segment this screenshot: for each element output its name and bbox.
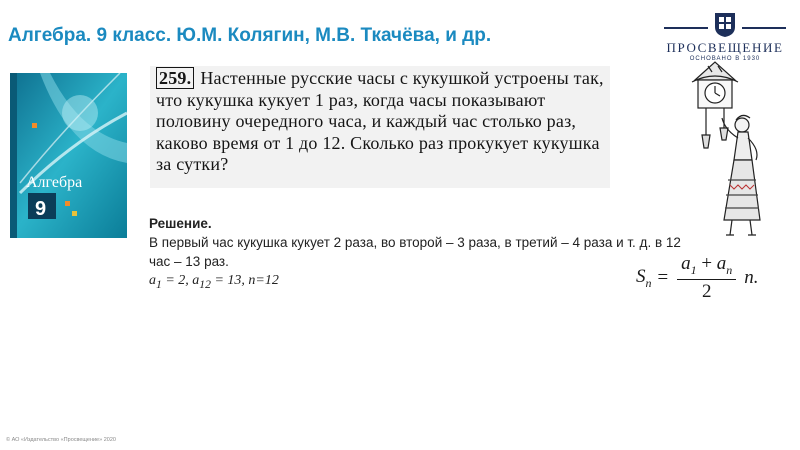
cover-title: Алгебра <box>26 174 83 191</box>
solution-text: В первый час кукушка кукует 2 раза, во второй – 3 раза, в третий – 4 раза и т. д. в 12 час – 13 раз. <box>149 235 681 269</box>
cuckoo-clock-illustration <box>680 60 780 240</box>
solution-terms: $a_1 = 2$, $a_{12} = 13$, n=12 <box>149 273 279 291</box>
shield-icon <box>714 12 736 38</box>
page-title: Алгебра. 9 класс. Ю.М. Колягин, М.В. Ткачёва, и др. <box>8 25 492 46</box>
problem-text: Настенные русские часы с кукушкой устроены так, что кукушка кукует 1 раз, когда часы показывают половину очередного часа, и каждый час столько раз, каково время от 1 до 12. Сколько раз прокукует кукушка за сутки? <box>156 68 604 174</box>
sum-formula: $S_n$ = $\frac{a_1 + a_n}{2}$ n . <box>636 253 759 302</box>
problem-statement <box>150 66 610 188</box>
publisher-logo <box>660 10 790 60</box>
formula-fraction <box>677 253 736 303</box>
publisher-name: ПРОСВЕЩЕНИЕ <box>666 40 784 55</box>
solution-heading: Решение. <box>149 216 212 231</box>
formula-dot: . <box>753 267 759 288</box>
publisher-since: ОСНОВАНО В 1930 <box>689 56 761 62</box>
formula-lhs: $S_n$ <box>636 265 652 290</box>
formula-numerator: $a_1 + a_n$ <box>677 253 736 280</box>
copyright-footer: © АО «Издательство «Просвещение» 2020 <box>6 437 116 443</box>
solution-block <box>149 214 689 294</box>
formula-denominator: 2 <box>701 280 712 302</box>
formula-tail: n <box>744 267 754 288</box>
textbook-cover <box>10 73 127 238</box>
problem-number: 259. <box>156 67 194 89</box>
cover-grade: 9 <box>35 198 47 220</box>
